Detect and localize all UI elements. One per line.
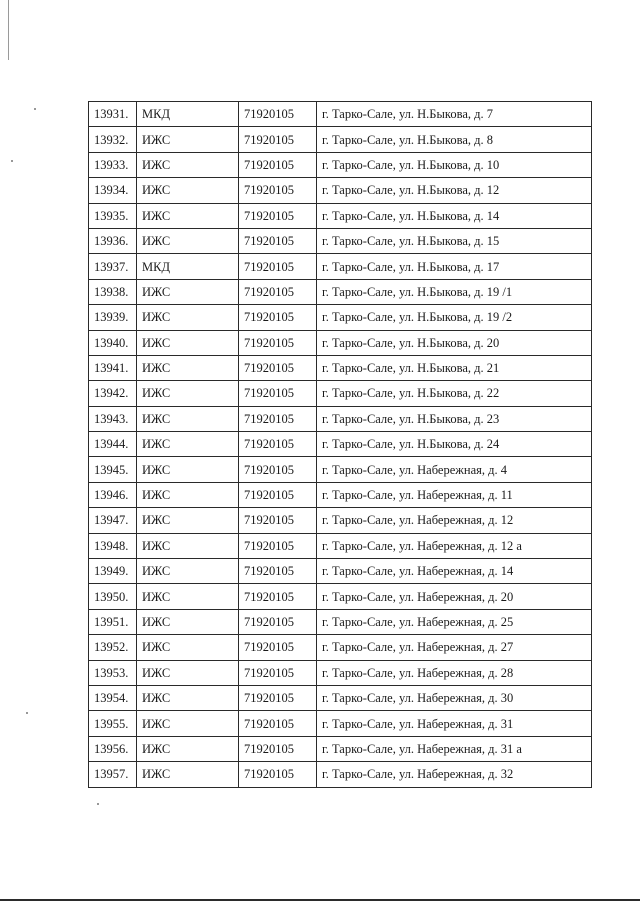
oktmo-code-cell: 71920105 bbox=[239, 330, 317, 355]
oktmo-code-cell: 71920105 bbox=[239, 279, 317, 304]
address-cell: г. Тарко-Сале, ул. Н.Быкова, д. 12 bbox=[317, 178, 592, 203]
oktmo-code-cell: 71920105 bbox=[239, 102, 317, 127]
oktmo-code-cell: 71920105 bbox=[239, 685, 317, 710]
address-registry-table bbox=[88, 101, 592, 788]
building-type-cell: ИЖС bbox=[137, 685, 239, 710]
table-row bbox=[89, 279, 592, 304]
oktmo-code-cell: 71920105 bbox=[239, 203, 317, 228]
address-cell: г. Тарко-Сале, ул. Н.Быкова, д. 8 bbox=[317, 127, 592, 152]
address-cell: г. Тарко-Сале, ул. Набережная, д. 31 а bbox=[317, 736, 592, 761]
building-type-cell: ИЖС bbox=[137, 508, 239, 533]
table-row bbox=[89, 178, 592, 203]
address-cell: г. Тарко-Сале, ул. Набережная, д. 4 bbox=[317, 457, 592, 482]
address-cell: г. Тарко-Сале, ул. Набережная, д. 12 а bbox=[317, 533, 592, 558]
building-type-cell: ИЖС bbox=[137, 584, 239, 609]
address-cell: г. Тарко-Сале, ул. Набережная, д. 28 bbox=[317, 660, 592, 685]
table-row bbox=[89, 508, 592, 533]
address-cell: г. Тарко-Сале, ул. Н.Быкова, д. 22 bbox=[317, 381, 592, 406]
address-cell: г. Тарко-Сале, ул. Н.Быкова, д. 19 /2 bbox=[317, 305, 592, 330]
row-number-cell: 13938. bbox=[89, 279, 137, 304]
oktmo-code-cell: 71920105 bbox=[239, 381, 317, 406]
table-row bbox=[89, 305, 592, 330]
row-number-cell: 13951. bbox=[89, 609, 137, 634]
table-row bbox=[89, 127, 592, 152]
building-type-cell: ИЖС bbox=[137, 762, 239, 787]
building-type-cell: ИЖС bbox=[137, 609, 239, 634]
scan-speck bbox=[11, 160, 13, 162]
building-type-cell: ИЖС bbox=[137, 533, 239, 558]
oktmo-code-cell: 71920105 bbox=[239, 508, 317, 533]
oktmo-code-cell: 71920105 bbox=[239, 406, 317, 431]
table-row bbox=[89, 584, 592, 609]
oktmo-code-cell: 71920105 bbox=[239, 178, 317, 203]
building-type-cell: ИЖС bbox=[137, 711, 239, 736]
row-number-cell: 13946. bbox=[89, 482, 137, 507]
building-type-cell: ИЖС bbox=[137, 355, 239, 380]
address-cell: г. Тарко-Сале, ул. Набережная, д. 12 bbox=[317, 508, 592, 533]
table-row bbox=[89, 102, 592, 127]
building-type-cell: ИЖС bbox=[137, 305, 239, 330]
table-row bbox=[89, 203, 592, 228]
scan-speck bbox=[26, 712, 28, 714]
building-type-cell: ИЖС bbox=[137, 660, 239, 685]
table-row bbox=[89, 254, 592, 279]
building-type-cell: МКД bbox=[137, 102, 239, 127]
table-row bbox=[89, 660, 592, 685]
scan-speck bbox=[97, 803, 99, 805]
oktmo-code-cell: 71920105 bbox=[239, 152, 317, 177]
oktmo-code-cell: 71920105 bbox=[239, 559, 317, 584]
oktmo-code-cell: 71920105 bbox=[239, 609, 317, 634]
address-cell: г. Тарко-Сале, ул. Н.Быкова, д. 7 bbox=[317, 102, 592, 127]
building-type-cell: МКД bbox=[137, 254, 239, 279]
address-cell: г. Тарко-Сале, ул. Набережная, д. 27 bbox=[317, 635, 592, 660]
address-cell: г. Тарко-Сале, ул. Н.Быкова, д. 23 bbox=[317, 406, 592, 431]
table-row bbox=[89, 330, 592, 355]
table-row bbox=[89, 381, 592, 406]
building-type-cell: ИЖС bbox=[137, 228, 239, 253]
building-type-cell: ИЖС bbox=[137, 406, 239, 431]
row-number-cell: 13944. bbox=[89, 432, 137, 457]
oktmo-code-cell: 71920105 bbox=[239, 584, 317, 609]
oktmo-code-cell: 71920105 bbox=[239, 482, 317, 507]
table-row bbox=[89, 152, 592, 177]
registry-table-body bbox=[89, 102, 592, 788]
table-row bbox=[89, 355, 592, 380]
table-row bbox=[89, 228, 592, 253]
address-cell: г. Тарко-Сале, ул. Н.Быкова, д. 10 bbox=[317, 152, 592, 177]
table-row bbox=[89, 685, 592, 710]
row-number-cell: 13931. bbox=[89, 102, 137, 127]
row-number-cell: 13954. bbox=[89, 685, 137, 710]
row-number-cell: 13935. bbox=[89, 203, 137, 228]
scan-edge-bottom bbox=[0, 899, 640, 901]
row-number-cell: 13933. bbox=[89, 152, 137, 177]
row-number-cell: 13950. bbox=[89, 584, 137, 609]
address-cell: г. Тарко-Сале, ул. Н.Быкова, д. 24 bbox=[317, 432, 592, 457]
building-type-cell: ИЖС bbox=[137, 330, 239, 355]
oktmo-code-cell: 71920105 bbox=[239, 127, 317, 152]
address-cell: г. Тарко-Сале, ул. Набережная, д. 32 bbox=[317, 762, 592, 787]
building-type-cell: ИЖС bbox=[137, 432, 239, 457]
row-number-cell: 13939. bbox=[89, 305, 137, 330]
row-number-cell: 13955. bbox=[89, 711, 137, 736]
oktmo-code-cell: 71920105 bbox=[239, 432, 317, 457]
oktmo-code-cell: 71920105 bbox=[239, 660, 317, 685]
building-type-cell: ИЖС bbox=[137, 203, 239, 228]
row-number-cell: 13947. bbox=[89, 508, 137, 533]
row-number-cell: 13932. bbox=[89, 127, 137, 152]
row-number-cell: 13934. bbox=[89, 178, 137, 203]
address-cell: г. Тарко-Сале, ул. Н.Быкова, д. 19 /1 bbox=[317, 279, 592, 304]
row-number-cell: 13957. bbox=[89, 762, 137, 787]
row-number-cell: 13936. bbox=[89, 228, 137, 253]
oktmo-code-cell: 71920105 bbox=[239, 305, 317, 330]
oktmo-code-cell: 71920105 bbox=[239, 457, 317, 482]
oktmo-code-cell: 71920105 bbox=[239, 762, 317, 787]
building-type-cell: ИЖС bbox=[137, 381, 239, 406]
row-number-cell: 13945. bbox=[89, 457, 137, 482]
address-cell: г. Тарко-Сале, ул. Н.Быкова, д. 21 bbox=[317, 355, 592, 380]
table-row bbox=[89, 432, 592, 457]
row-number-cell: 13948. bbox=[89, 533, 137, 558]
row-number-cell: 13949. bbox=[89, 559, 137, 584]
table-row bbox=[89, 711, 592, 736]
row-number-cell: 13943. bbox=[89, 406, 137, 431]
oktmo-code-cell: 71920105 bbox=[239, 254, 317, 279]
address-cell: г. Тарко-Сале, ул. Набережная, д. 25 bbox=[317, 609, 592, 634]
row-number-cell: 13953. bbox=[89, 660, 137, 685]
building-type-cell: ИЖС bbox=[137, 736, 239, 761]
building-type-cell: ИЖС bbox=[137, 457, 239, 482]
oktmo-code-cell: 71920105 bbox=[239, 736, 317, 761]
address-cell: г. Тарко-Сале, ул. Н.Быкова, д. 20 bbox=[317, 330, 592, 355]
address-cell: г. Тарко-Сале, ул. Набережная, д. 11 bbox=[317, 482, 592, 507]
table-row bbox=[89, 609, 592, 634]
row-number-cell: 13956. bbox=[89, 736, 137, 761]
building-type-cell: ИЖС bbox=[137, 127, 239, 152]
scan-edge-left bbox=[8, 0, 9, 60]
building-type-cell: ИЖС bbox=[137, 559, 239, 584]
table-row bbox=[89, 482, 592, 507]
row-number-cell: 13952. bbox=[89, 635, 137, 660]
oktmo-code-cell: 71920105 bbox=[239, 355, 317, 380]
table-row bbox=[89, 559, 592, 584]
scan-speck bbox=[34, 108, 36, 110]
address-cell: г. Тарко-Сале, ул. Н.Быкова, д. 14 bbox=[317, 203, 592, 228]
row-number-cell: 13937. bbox=[89, 254, 137, 279]
building-type-cell: ИЖС bbox=[137, 152, 239, 177]
building-type-cell: ИЖС bbox=[137, 178, 239, 203]
address-cell: г. Тарко-Сале, ул. Набережная, д. 14 bbox=[317, 559, 592, 584]
row-number-cell: 13940. bbox=[89, 330, 137, 355]
address-cell: г. Тарко-Сале, ул. Набережная, д. 30 bbox=[317, 685, 592, 710]
address-cell: г. Тарко-Сале, ул. Набережная, д. 31 bbox=[317, 711, 592, 736]
oktmo-code-cell: 71920105 bbox=[239, 533, 317, 558]
address-cell: г. Тарко-Сале, ул. Н.Быкова, д. 17 bbox=[317, 254, 592, 279]
oktmo-code-cell: 71920105 bbox=[239, 711, 317, 736]
address-cell: г. Тарко-Сале, ул. Н.Быкова, д. 15 bbox=[317, 228, 592, 253]
table-row bbox=[89, 762, 592, 787]
table-row bbox=[89, 533, 592, 558]
table-row bbox=[89, 736, 592, 761]
table-row bbox=[89, 457, 592, 482]
table-row bbox=[89, 406, 592, 431]
address-cell: г. Тарко-Сале, ул. Набережная, д. 20 bbox=[317, 584, 592, 609]
building-type-cell: ИЖС bbox=[137, 635, 239, 660]
oktmo-code-cell: 71920105 bbox=[239, 228, 317, 253]
row-number-cell: 13942. bbox=[89, 381, 137, 406]
building-type-cell: ИЖС bbox=[137, 482, 239, 507]
table-row bbox=[89, 635, 592, 660]
building-type-cell: ИЖС bbox=[137, 279, 239, 304]
oktmo-code-cell: 71920105 bbox=[239, 635, 317, 660]
row-number-cell: 13941. bbox=[89, 355, 137, 380]
